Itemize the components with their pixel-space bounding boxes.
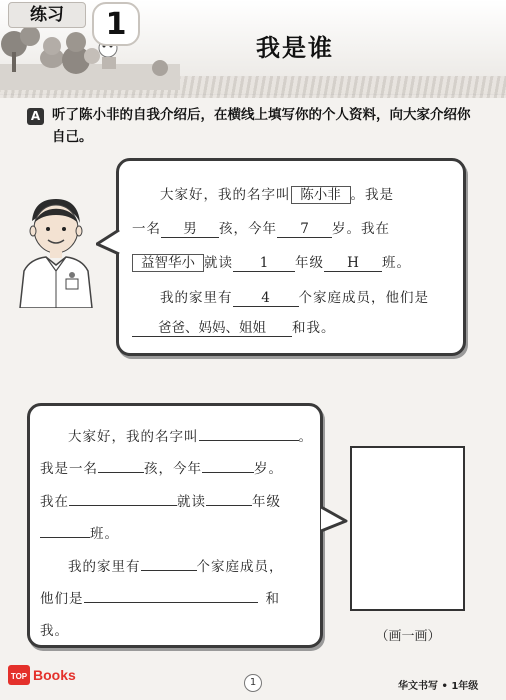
exercise-school-blank[interactable] bbox=[69, 489, 177, 506]
section-a-badge: A bbox=[27, 108, 44, 125]
example-line-4 bbox=[160, 286, 429, 307]
example-line-3 bbox=[132, 251, 411, 272]
cartoon-scene-illustration bbox=[0, 24, 180, 90]
exercise-line-3 bbox=[40, 489, 281, 510]
exercise-grade-blank[interactable] bbox=[206, 489, 252, 506]
exercise-line-4 bbox=[40, 521, 119, 542]
drawing-frame[interactable] bbox=[350, 446, 465, 611]
example-text: 个家庭成员，他们是 bbox=[298, 290, 429, 306]
exercise-text: 他们是 bbox=[40, 591, 84, 607]
exercise-line-1 bbox=[68, 424, 313, 445]
exercise-text: 和 bbox=[265, 591, 280, 607]
exercise-members-blank[interactable] bbox=[84, 586, 258, 603]
example-text: 。我是 bbox=[350, 187, 394, 203]
exercise-line-2 bbox=[40, 456, 283, 477]
exercise-text: 我是一名 bbox=[40, 461, 98, 477]
exercise-tab-label: 练习 bbox=[8, 2, 86, 28]
example-text: 岁。我在 bbox=[332, 221, 390, 237]
exercise-text: 我。 bbox=[40, 623, 69, 639]
example-name-value: 陈小非 bbox=[291, 186, 351, 204]
exercise-gender-blank[interactable] bbox=[98, 456, 144, 473]
example-text: 孩，今年 bbox=[219, 221, 277, 237]
exercise-text: 大家好，我的名字叫 bbox=[68, 429, 199, 445]
example-text: 我的家里有 bbox=[160, 290, 233, 306]
example-class-value: H bbox=[324, 255, 382, 272]
example-line-5 bbox=[132, 316, 336, 337]
exercise-number-badge: 1 bbox=[92, 2, 140, 46]
example-text: 班。 bbox=[382, 255, 411, 271]
exercise-text: 就读 bbox=[177, 494, 206, 510]
exercise-text: 个家庭成员， bbox=[196, 559, 284, 575]
exercise-line-6 bbox=[40, 586, 280, 607]
speech-bubble-tail bbox=[96, 228, 120, 258]
page-number: 1 bbox=[244, 674, 262, 692]
topbooks-logo bbox=[8, 663, 104, 691]
exercise-class-blank[interactable] bbox=[40, 521, 90, 538]
example-family-count-value: 4 bbox=[233, 290, 299, 307]
example-text: 和我。 bbox=[292, 320, 336, 336]
exercise-line-7 bbox=[40, 619, 69, 639]
exercise-line-5 bbox=[68, 554, 284, 575]
exercise-text: 年级 bbox=[252, 494, 281, 510]
drawing-caption: （画一画） bbox=[375, 629, 441, 644]
exercise-family-count-blank[interactable] bbox=[141, 554, 197, 571]
exercise-text: 班。 bbox=[90, 526, 119, 542]
example-text: 大家好，我的名字叫 bbox=[160, 187, 291, 203]
exercise-name-blank[interactable] bbox=[199, 424, 299, 441]
example-text: 一名 bbox=[132, 221, 161, 237]
example-line-1 bbox=[160, 183, 394, 204]
exercise-text: 岁。 bbox=[254, 461, 283, 477]
boy-illustration bbox=[12, 193, 102, 308]
example-grade-value: 1 bbox=[233, 255, 295, 272]
example-members-value: 爸爸、妈妈、姐姐 bbox=[132, 320, 292, 337]
example-line-2 bbox=[132, 217, 390, 238]
book-title: 华文书写 • 1年级 bbox=[398, 681, 479, 692]
example-age-value: 7 bbox=[277, 221, 332, 238]
exercise-age-blank[interactable] bbox=[202, 456, 254, 473]
speech-bubble-tail bbox=[320, 505, 348, 535]
example-gender-value: 男 bbox=[161, 221, 219, 238]
svg-text:Books: Books bbox=[33, 667, 76, 683]
example-text: 就读 bbox=[204, 255, 233, 271]
example-text: 年级 bbox=[295, 255, 324, 271]
instruction-text: 听了陈小非的自我介绍后，在横线上填写你的个人资料，向大家介绍你自己。 bbox=[52, 107, 471, 145]
exercise-text: 。 bbox=[298, 429, 313, 445]
svg-text:TOP: TOP bbox=[10, 672, 28, 681]
exercise-text: 我的家里有 bbox=[68, 559, 141, 575]
page-title: 我是谁 bbox=[256, 34, 334, 62]
exercise-text: 孩，今年 bbox=[144, 461, 202, 477]
example-school-value: 益智华小 bbox=[132, 254, 204, 272]
exercise-text: 我在 bbox=[40, 494, 69, 510]
